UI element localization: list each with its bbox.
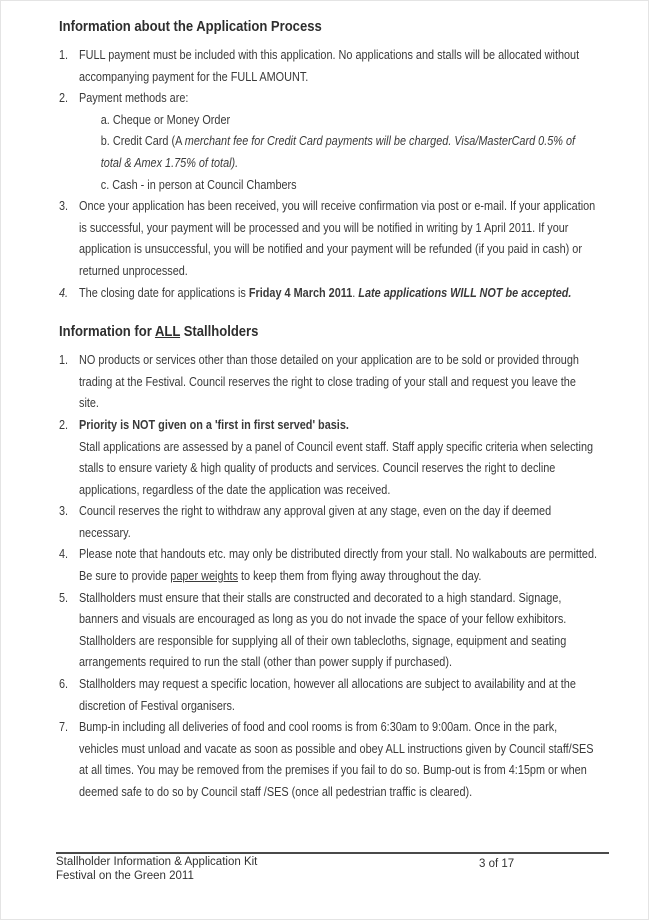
list-item [59,350,598,415]
list-item [59,88,598,110]
text-run: merchant fee for Credit Card payments will be charged. Visa/MasterCard 0.5% of total & Amex 1.75% of total). [100,134,576,170]
text-run: ALL [154,323,181,341]
item-number: 4. [59,285,69,300]
item-text [79,45,598,88]
text-run: FULL payment must be included with this application. No applications and stalls will be allocated without accompanying payment for the FULL AMOUNT. [79,48,580,84]
item-text [79,674,598,717]
item-text [79,588,598,674]
item-number: 1. [59,353,69,368]
page-footer [56,852,609,883]
sub-item [101,175,599,197]
item-number: 3. [59,199,69,214]
text-run: Information about the Application Process [59,18,322,35]
item-text [79,415,598,501]
text-run: Stallholders [180,323,259,341]
text-run: paper weights [170,569,239,584]
item-number: 2. [59,417,69,432]
item-text [79,196,598,282]
item-text [79,88,598,110]
section-title-application-process [59,17,598,37]
text-run: Priority is NOT given on a 'first in first served' basis. [79,417,349,432]
item-number: 4. [59,547,69,562]
list-item [59,588,598,674]
text-run: Please note that handouts etc. may only be distributed directly from your stall. No walkabouts are permitted. Be sure to provide [79,547,598,584]
item-number: 7. [59,720,69,735]
text-run: . [352,285,359,300]
list-item [59,196,598,282]
text-run: Payment methods are: [79,91,189,106]
text-run: Council reserves the right to withdraw any approval given at any stage, even on the day if deemed necessary. [79,504,552,540]
item-number: 1. [59,48,69,62]
list-item [59,544,598,587]
page-number: 3 of 17 [479,858,515,870]
text-run: a. Cheque or Money Order [100,112,231,127]
text-run: to keep them from flying away throughout the day. [238,569,482,584]
text-run: NO products or services other than those detailed on your application are to be sold or provided through trading at the Festival. Council reserves the right to close trading of your stall and request you leave the site. [79,353,579,411]
text-run: Friday 4 March 2011 [248,285,353,300]
item-number: 6. [59,677,69,692]
list-item [59,283,598,305]
section-title-all-stallholders [59,322,598,342]
sub-item [101,110,599,132]
list-item [59,717,598,803]
text-run: Information for [59,323,155,341]
text-run: Stallholders must ensure that their stalls are constructed and decorated to a high standard. Signage, banners and visuals are encouraged as long as you do not invade the space of your fellow exhibitors. Stallholders are responsible for supplying all of their own tablecloths, signage, equipment and seating arrangements required to run the stall (other than power supply if purchased). [79,590,567,670]
item-text [79,544,598,587]
sub-item [101,131,599,174]
list-item [59,415,598,501]
item-text [79,717,598,803]
item-text [79,350,598,415]
list-item [59,501,598,544]
item-number: 2. [59,91,69,106]
text-run: Stall applications are assessed by a panel of Council event staff. Staff apply specific criteria when selecting stalls to ensure variety & high quality of products and services. Council reserves the right to decline applications, regardless of the date the application was received. [79,439,594,497]
application-process-list [59,45,598,304]
item-number: 5. [59,590,69,605]
text-run: b. Credit Card (A [100,134,185,149]
text-run: Stallholders may request a specific location, however all allocations are subject to availability and at the discretion of Festival organisers. [79,677,576,713]
stallholders-list [59,350,598,803]
footer-doc-title: Stallholder Information & Application Kit [56,856,258,868]
text-run: c. Cash - in person at Council Chambers [100,177,297,192]
list-item [59,45,598,88]
item-number: 3. [59,504,69,519]
text-run: Late applications WILL NOT be accepted. [358,285,572,300]
text-run: Bump-in including all deliveries of food and cool rooms is from 6:30am to 9:00am. Once in the park, vehicles must unload and vacate as soon as possible and obey ALL instructions given by Council staff/SES at all times. You may be removed from the premises if you fail to do so. Bump-out is from 4:15pm or when deemed safe to do so by Council staff /SES (once all pedestrian traffic is cleared). [79,720,594,799]
text-run: Once your application has been received, you will receive confirmation via post or e-mail. If your application is successful, your payment will be processed and you will be notified in writing by 1 April 2011. If your application is unsuccessful, you will be notified and your payment will be refunded (if you paid in cash) or returned unprocessed. [79,199,596,278]
page-content [59,17,598,804]
text-run: The closing date for applications is [79,285,249,300]
footer-event-name: Festival on the Green 2011 [56,869,194,882]
list-item [59,674,598,717]
item-text [79,283,598,305]
item-text [79,501,598,544]
